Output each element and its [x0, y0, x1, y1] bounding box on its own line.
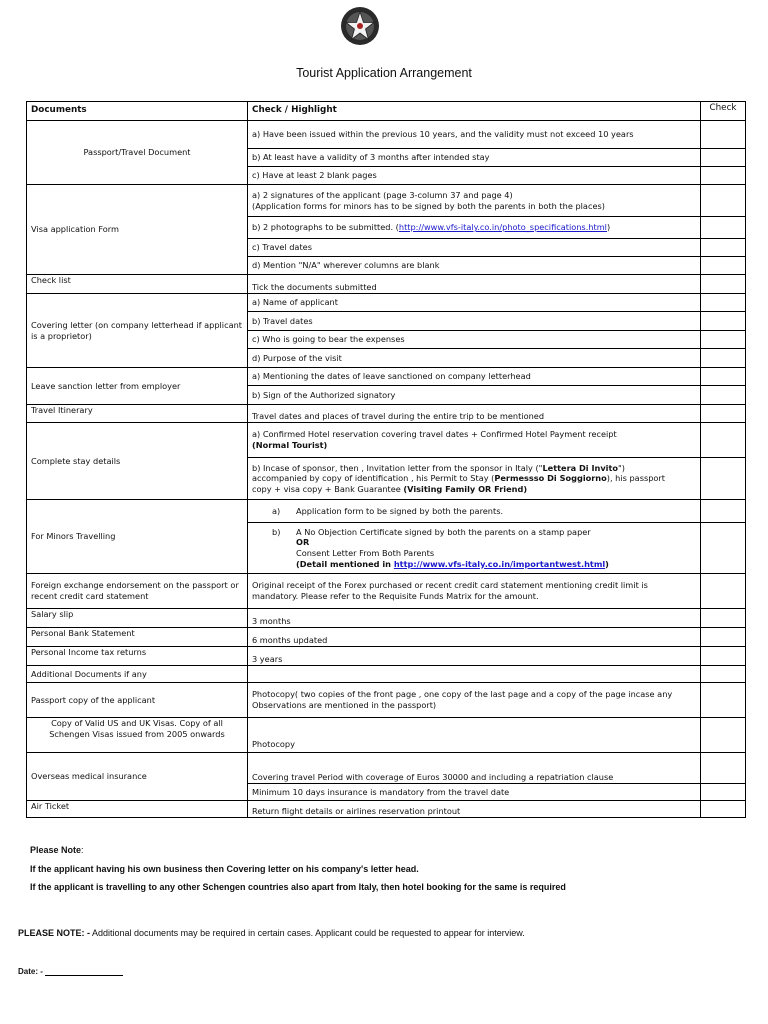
doc-bank-statement: Personal Bank Statement [27, 628, 248, 647]
stay-b3-text: copy + visa copy + Bank Guarantee [252, 483, 404, 494]
please-note-text: Additional documents may be required in certain cases. Applicant could be requested to appear for interview. [90, 928, 525, 938]
check-cell[interactable] [701, 239, 746, 257]
doc-income-tax: Personal Income tax returns [27, 647, 248, 666]
check-cell[interactable] [701, 574, 746, 609]
check-text: Minimum 10 days insurance is mandatory from the travel date [248, 784, 701, 801]
check-cell[interactable] [701, 628, 746, 647]
check-text [248, 523, 701, 574]
visa-b-pre: b) 2 photographs to be submitted. ( [252, 222, 399, 233]
requirements-table [26, 101, 746, 818]
stay-b3-bold: (Visiting Family OR Friend) [403, 483, 528, 494]
check-text: Original receipt of the Forex purchased or recent credit card statement mentioning credit limit is mandatory. Please refer to the Requisite Funds Matrix for the amount. [248, 574, 701, 609]
table-row [27, 753, 746, 784]
doc-covering-letter: Covering letter (on company letterhead if applicant is a proprietor) [27, 294, 248, 368]
doc-visa-copies: Copy of Valid US and UK Visas. Copy of all Schengen Visas issued from 2005 onwards [27, 718, 248, 753]
minors-a-marker: a) [272, 505, 281, 516]
check-text: a) Mentioning the dates of leave sanctioned on company letterhead [248, 368, 701, 386]
table-header-row [27, 102, 746, 121]
check-text: b) At least have a validity of 3 months after intended stay [248, 149, 701, 167]
check-text: Covering travel Period with coverage of Euros 30000 and including a repatriation clause [248, 753, 701, 784]
check-text [248, 666, 701, 683]
check-text: 6 months updated [248, 628, 701, 647]
check-cell[interactable] [701, 458, 746, 500]
check-cell[interactable] [701, 149, 746, 167]
check-text: a) Have been issued within the previous 10 years, and the validity must not exceed 10 years [248, 121, 701, 149]
important-west-link[interactable]: http://www.vfs-italy.co.in/importantwest.html [393, 558, 606, 569]
visa-a1: a) 2 signatures of the applicant (page 3-column 37 and page 4) [252, 189, 513, 200]
check-text: Travel dates and places of travel during the entire trip to be mentioned [248, 405, 701, 423]
check-cell[interactable] [701, 275, 746, 294]
table-row [27, 628, 746, 647]
table-row [27, 683, 746, 718]
check-cell[interactable] [701, 801, 746, 818]
stay-b1-text: b) Incase of sponsor, then , Invitation letter from the sponsor in Italy (" [252, 462, 543, 473]
check-text: 3 years [248, 647, 701, 666]
please-note [18, 928, 525, 938]
stay-b3 [252, 484, 696, 495]
minors-b2: Consent Letter From Both Parents [296, 548, 435, 558]
check-cell[interactable] [701, 423, 746, 458]
check-text: Return flight details or airlines reservation printout [248, 801, 701, 818]
check-text: d) Purpose of the visit [248, 349, 701, 368]
date-field [18, 967, 123, 976]
doc-salary-slip: Salary slip [27, 609, 248, 628]
check-cell[interactable] [701, 753, 746, 784]
check-text [248, 458, 701, 500]
date-label: Date: - [18, 967, 43, 976]
check-cell[interactable] [701, 185, 746, 217]
check-cell[interactable] [701, 217, 746, 239]
check-cell[interactable] [701, 257, 746, 275]
minors-b3-post: ) [605, 558, 609, 569]
stay-b2-end: ), his passport [606, 473, 666, 484]
check-cell[interactable] [701, 683, 746, 718]
table-row [27, 609, 746, 628]
table-row [27, 185, 746, 217]
doc-leave-letter: Leave sanction letter from employer [27, 368, 248, 405]
check-text: Photocopy( two copies of the front page , one copy of the last page and a copy of the page incase any Observations are mentioned in the passport) [248, 683, 701, 718]
page-title: Tourist Application Arrangement [296, 66, 472, 80]
check-cell[interactable] [701, 294, 746, 312]
check-text [248, 423, 701, 458]
note-line-2: If the applicant is travelling to any other Schengen countries also apart from Italy, then hotel booking for the same is required [30, 882, 566, 892]
check-cell[interactable] [701, 167, 746, 185]
check-text: b) Sign of the Authorized signatory [248, 386, 701, 405]
notes-heading-colon: : [81, 845, 84, 855]
please-note-label: PLEASE NOTE: - [18, 928, 91, 938]
check-cell[interactable] [701, 349, 746, 368]
check-cell[interactable] [701, 784, 746, 801]
check-text: Tick the documents submitted [248, 275, 701, 294]
photo-spec-link[interactable]: http://www.vfs-italy.co.in/photo_specifications.html [398, 222, 607, 233]
check-text: d) Mention "N/A" wherever columns are blank [248, 257, 701, 275]
doc-visa-form: Visa application Form [27, 185, 248, 275]
doc-checklist: Check list [27, 275, 248, 294]
date-input-line[interactable] [45, 975, 123, 976]
check-text: c) Travel dates [248, 239, 701, 257]
table-row [27, 405, 746, 423]
check-cell[interactable] [701, 609, 746, 628]
table-row [27, 801, 746, 818]
table-row [27, 275, 746, 294]
check-cell[interactable] [701, 121, 746, 149]
check-text [248, 217, 701, 239]
table-row [27, 718, 746, 753]
minors-b1: A No Objection Certificate signed by both the parents on a stamp paper [296, 526, 591, 537]
header-check: Check [701, 102, 746, 121]
minors-b3 [296, 559, 609, 570]
doc-additional: Additional Documents if any [27, 666, 248, 683]
check-cell[interactable] [701, 666, 746, 683]
stay-b1-end: ") [618, 462, 625, 473]
header-check-highlight: Check / Highlight [248, 102, 701, 121]
check-text: a) Name of applicant [248, 294, 701, 312]
visa-a2: (Application forms for minors has to be signed by both the parents in both the places) [252, 200, 605, 211]
minors-b3-pre: (Detail mentioned in [296, 558, 394, 569]
check-cell[interactable] [701, 331, 746, 349]
table-row [27, 574, 746, 609]
doc-travel-itinerary: Travel Itinerary [27, 405, 248, 423]
check-text [248, 185, 701, 217]
check-cell[interactable] [701, 405, 746, 423]
doc-complete-stay: Complete stay details [27, 423, 248, 500]
doc-passport-copy: Passport copy of the applicant [27, 683, 248, 718]
header-documents: Documents [27, 102, 248, 121]
check-cell[interactable] [701, 647, 746, 666]
table-row [27, 423, 746, 458]
note-line-1: If the applicant having his own business then Covering letter on his company's letter head. [30, 864, 419, 874]
check-text: 3 months [248, 609, 701, 628]
table-row [27, 294, 746, 312]
check-text: c) Who is going to bear the expenses [248, 331, 701, 349]
minors-or: OR [296, 537, 310, 548]
check-cell[interactable] [701, 386, 746, 405]
minors-a: Application form to be signed by both the parents. [296, 505, 504, 516]
check-cell[interactable] [701, 368, 746, 386]
doc-air-ticket: Air Ticket [27, 801, 248, 818]
table-row [27, 368, 746, 386]
stay-a1: a) Confirmed Hotel reservation covering travel dates + Confirmed Hotel Payment receipt [252, 429, 617, 440]
table-row [27, 666, 746, 683]
check-text: Photocopy [248, 718, 701, 753]
stay-b2-bold: Permessso Di Soggiorno [494, 473, 607, 484]
check-cell[interactable] [701, 523, 746, 574]
doc-medical-insurance: Overseas medical insurance [27, 753, 248, 801]
check-cell[interactable] [701, 500, 746, 523]
stay-b2-text: accompanied by copy of identification , his Permit to Stay ( [252, 473, 495, 484]
doc-forex: Foreign exchange endorsement on the passport or recent credit card statement [27, 574, 248, 609]
check-text: b) Travel dates [248, 312, 701, 331]
notes-heading [30, 845, 84, 855]
stay-b1 [252, 463, 696, 474]
visa-b-post: ) [606, 222, 611, 233]
stay-a2: (Normal Tourist) [252, 440, 328, 450]
table-row [27, 647, 746, 666]
table-row [27, 500, 746, 523]
doc-minors: For Minors Travelling [27, 500, 248, 574]
check-text [248, 500, 701, 523]
check-text: c) Have at least 2 blank pages [248, 167, 701, 185]
doc-passport: Passport/Travel Document [27, 121, 248, 185]
notes-heading-text: Please Note [30, 845, 82, 855]
stay-b2 [252, 473, 696, 484]
check-cell[interactable] [701, 312, 746, 331]
table-row [27, 121, 746, 149]
minors-b-marker: b) [272, 526, 281, 537]
check-cell[interactable] [701, 718, 746, 753]
emblem-icon [338, 4, 382, 48]
stay-b1-bold: Lettera Di Invito [542, 462, 619, 473]
